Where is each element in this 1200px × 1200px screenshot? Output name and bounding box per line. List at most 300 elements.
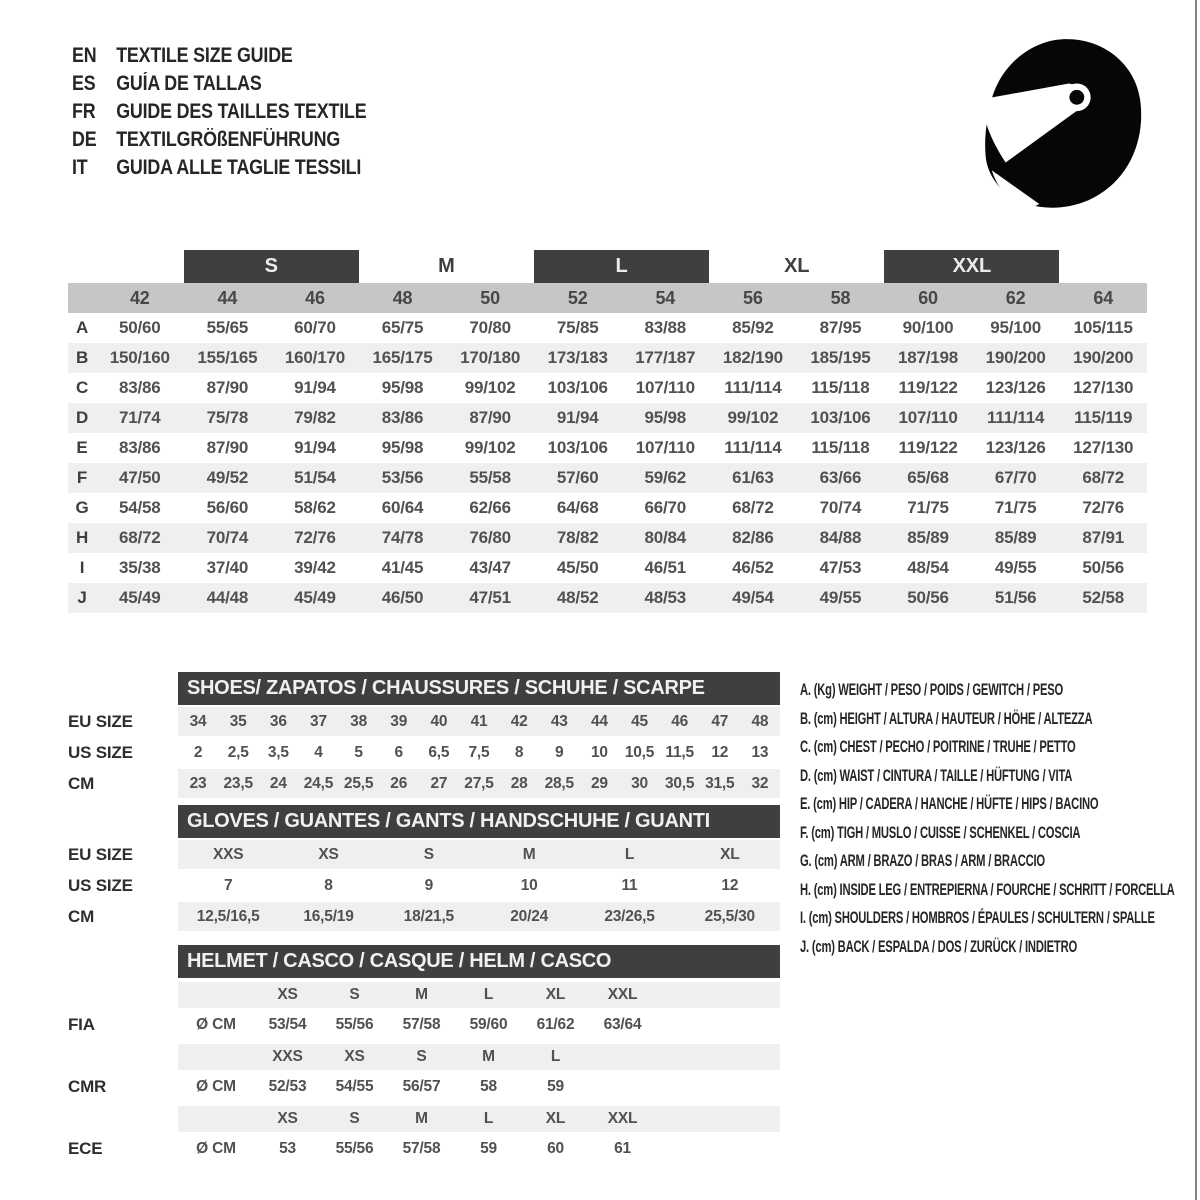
- size-value-cell: 53/56: [381, 468, 424, 487]
- size-value-cell: 59: [480, 1140, 497, 1157]
- size-value-cell: 76/80: [469, 528, 511, 547]
- size-value-cell: 103/106: [547, 378, 608, 397]
- table-row: [68, 840, 780, 869]
- size-value-cell: 53/54: [268, 1016, 307, 1033]
- size-value-cell: 115/118: [811, 438, 870, 457]
- size-group-xl: XL: [784, 255, 810, 277]
- size-value-cell: 190/200: [1073, 348, 1134, 367]
- language-code: FR: [72, 100, 96, 123]
- size-value-cell: 7: [223, 876, 233, 894]
- size-value-cell: 173/183: [547, 348, 608, 367]
- size-value-cell: 50/60: [119, 318, 161, 337]
- size-value-cell: 75/85: [556, 318, 599, 337]
- numeric-size-header: 46: [305, 287, 325, 308]
- language-code: IT: [72, 156, 88, 179]
- legend-unit: (cm): [808, 909, 832, 927]
- legend-unit: (cm): [813, 709, 837, 728]
- size-value-cell: 103/106: [810, 408, 871, 427]
- measurement-legend: [800, 676, 1175, 961]
- size-value-cell: 85/92: [732, 318, 774, 337]
- table-row: [68, 583, 1147, 613]
- helmet-size-header: XXL: [607, 1110, 638, 1127]
- gloves-table-body: [68, 840, 780, 931]
- numeric-size-header: 58: [830, 287, 851, 308]
- size-value-cell: 51/54: [294, 468, 336, 487]
- size-group-header-row: [68, 250, 1147, 283]
- size-value-cell: 67/70: [994, 468, 1037, 487]
- size-value-cell: 58/62: [294, 498, 336, 517]
- size-value-cell: XL: [720, 845, 740, 863]
- legend-unit: (cm): [813, 880, 837, 899]
- size-value-cell: 107/110: [635, 378, 695, 397]
- legend-unit: (cm): [813, 795, 836, 813]
- size-value-cell: 37: [310, 712, 327, 730]
- size-value-cell: 46/50: [381, 588, 424, 607]
- size-value-cell: 57/60: [556, 468, 599, 487]
- language-title: TEXTILE SIZE GUIDE: [116, 44, 293, 67]
- size-value-cell: 36: [269, 712, 287, 730]
- size-value-cell: 48/54: [907, 558, 949, 577]
- size-value-cell: 49/54: [732, 588, 774, 607]
- size-group-m: M: [438, 255, 455, 277]
- table-row: [68, 403, 1147, 433]
- size-value-cell: 55/58: [469, 468, 511, 487]
- numeric-size-header: 64: [1093, 287, 1114, 308]
- size-value-cell: 46: [671, 712, 689, 730]
- size-value-cell: 111/114: [986, 408, 1045, 427]
- measurement-row-label: I: [79, 558, 85, 577]
- size-value-cell: 30,5: [664, 774, 695, 792]
- row-label: US SIZE: [68, 742, 133, 762]
- size-value-cell: 59: [547, 1078, 564, 1095]
- size-value-cell: 29: [590, 774, 608, 792]
- size-value-cell: 56/57: [402, 1078, 441, 1095]
- legend-key: F.: [800, 823, 809, 842]
- size-value-cell: S: [423, 845, 434, 863]
- size-value-cell: 68/72: [1082, 468, 1124, 487]
- legend-text: ARM / BRAZO / BRAS / ARM / BRACCIO: [839, 852, 1045, 870]
- helmet-size-header: XL: [545, 1110, 566, 1127]
- measurement-row-label: E: [76, 438, 88, 457]
- size-value-cell: 177/187: [635, 348, 696, 367]
- size-value-cell: 61: [614, 1140, 631, 1157]
- size-value-cell: 45/49: [294, 588, 336, 607]
- row-cells: [178, 1134, 780, 1164]
- size-value-cell: 84/88: [819, 528, 862, 547]
- size-value-cell: 82/86: [732, 528, 774, 547]
- legend-item: [800, 762, 1175, 791]
- helmet-size-header: S: [349, 1110, 360, 1127]
- size-value-cell: 45/49: [119, 588, 161, 607]
- size-value-cell: 87/90: [206, 438, 249, 457]
- size-value-cell: 34: [189, 712, 207, 730]
- legend-unit: (cm): [811, 823, 835, 842]
- size-value-cell: 10: [520, 876, 538, 894]
- size-value-cell: 57/58: [402, 1140, 441, 1157]
- size-value-cell: 70/74: [206, 528, 249, 547]
- size-value-cell: 50/56: [907, 588, 949, 607]
- size-value-cell: 28,5: [544, 774, 574, 792]
- size-value-cell: 119/122: [898, 438, 958, 457]
- size-value-cell: 107/110: [898, 408, 958, 427]
- size-value-cell: 85/89: [907, 528, 949, 547]
- size-value-cell: 45/50: [556, 558, 599, 577]
- helmet-size-header: L: [483, 986, 494, 1003]
- table-row: [68, 553, 1147, 583]
- row-cells: [178, 1010, 780, 1040]
- numeric-size-header: 42: [129, 287, 150, 308]
- size-value-cell: 8: [324, 876, 333, 894]
- size-value-cell: 83/86: [381, 408, 424, 427]
- diameter-unit-label: Ø CM: [196, 1016, 236, 1033]
- language-title: GUÍA DE TALLAS: [116, 72, 262, 95]
- language-row: [72, 154, 366, 182]
- legend-key: E.: [800, 795, 811, 813]
- table-row: [68, 1134, 780, 1164]
- size-value-cell: 170/180: [460, 348, 521, 367]
- measurement-row-label: A: [75, 318, 89, 337]
- size-value-cell: 56/60: [206, 498, 249, 517]
- row-label: EU SIZE: [68, 711, 133, 731]
- size-value-cell: 111/114: [724, 438, 782, 457]
- size-value-cell: 111/114: [724, 378, 782, 397]
- numeric-size-header: 60: [918, 287, 938, 308]
- table-row: [68, 1010, 780, 1040]
- size-value-cell: 61/62: [536, 1016, 575, 1033]
- row-cells: [178, 840, 780, 869]
- numeric-size-header: 54: [655, 287, 676, 308]
- legend-key: C.: [800, 738, 811, 756]
- helmet-size-header: L: [550, 1048, 561, 1065]
- helmet-table-body: [68, 982, 780, 1164]
- size-value-cell: 47/51: [469, 588, 511, 607]
- size-value-cell: 6,5: [428, 743, 450, 761]
- size-value-cell: 48/53: [644, 588, 687, 607]
- size-value-cell: 23/26,5: [604, 907, 655, 925]
- legend-item: [800, 705, 1175, 734]
- size-value-cell: 11: [621, 876, 638, 894]
- legend-key: B.: [800, 709, 811, 728]
- row-cells: [178, 738, 780, 767]
- size-value-cell: 24: [269, 774, 287, 792]
- row-cells: [178, 1072, 780, 1102]
- size-value-cell: 44: [590, 712, 608, 730]
- table-row: [68, 343, 1147, 373]
- table-row: [68, 523, 1147, 553]
- size-value-cell: 68/72: [119, 528, 161, 547]
- legend-key: D.: [800, 766, 811, 785]
- row-cells: [178, 1044, 780, 1070]
- row-cells: [178, 871, 780, 900]
- row-label: US SIZE: [68, 875, 133, 895]
- size-value-cell: XS: [318, 845, 339, 863]
- helmet-size-header: L: [483, 1110, 494, 1127]
- language-title-list: [72, 42, 418, 182]
- helmet-size-header: XS: [344, 1048, 365, 1065]
- size-value-cell: 41/45: [381, 558, 424, 577]
- legend-item: [800, 904, 1175, 933]
- size-value-cell: 155/165: [197, 348, 258, 367]
- size-value-cell: 50/56: [1082, 558, 1124, 577]
- helmet-size-header: XL: [545, 986, 566, 1003]
- size-value-cell: 127/130: [1073, 378, 1134, 397]
- size-value-cell: 90/100: [902, 318, 954, 337]
- row-cells: [178, 902, 780, 931]
- size-value-cell: 91/94: [556, 408, 599, 427]
- diameter-unit-label: Ø CM: [196, 1078, 236, 1095]
- numeric-size-header: 52: [567, 287, 588, 308]
- size-value-cell: 30: [631, 774, 648, 792]
- row-label: CM: [68, 906, 95, 926]
- size-value-cell: 4: [314, 743, 323, 761]
- size-value-cell: 26: [390, 774, 408, 792]
- legend-key: I.: [800, 909, 806, 927]
- legend-text: CHEST / PECHO / POITRINE / TRUHE / PETTO: [839, 738, 1076, 756]
- helmet-size-header: XS: [277, 1110, 298, 1127]
- size-value-cell: 27: [430, 774, 448, 792]
- row-label: EU SIZE: [68, 844, 133, 864]
- size-value-cell: 57/58: [402, 1016, 441, 1033]
- size-value-cell: 91/94: [294, 438, 336, 457]
- table-row: [68, 707, 780, 736]
- size-value-cell: 83/86: [119, 378, 161, 397]
- size-value-cell: 27,5: [464, 774, 494, 792]
- size-value-cell: 59/62: [644, 468, 687, 487]
- legend-key: A.: [800, 681, 811, 699]
- size-value-cell: 28: [510, 774, 528, 792]
- size-value-cell: 12: [721, 876, 739, 894]
- size-value-cell: 23: [189, 774, 207, 792]
- size-value-cell: M: [522, 845, 536, 863]
- legend-unit: (cm): [813, 738, 837, 756]
- size-value-cell: 103/106: [547, 438, 608, 457]
- helmet-size-header: XXL: [607, 986, 638, 1003]
- size-value-cell: L: [624, 845, 635, 863]
- size-value-cell: 48/52: [556, 588, 599, 607]
- helmet-size-header: M: [482, 1048, 495, 1065]
- size-value-cell: 87/91: [1082, 528, 1124, 547]
- legend-item: [800, 876, 1175, 905]
- table-row: [68, 1106, 780, 1132]
- measurement-row-label: G: [75, 498, 89, 517]
- measurement-row-label: H: [75, 528, 89, 547]
- size-value-cell: 5: [354, 743, 363, 761]
- size-value-cell: 18/21,5: [403, 907, 454, 925]
- size-value-cell: 62/66: [469, 498, 511, 517]
- table-row: [68, 313, 1147, 343]
- size-value-cell: 9: [555, 743, 564, 761]
- size-value-cell: 41: [470, 712, 488, 730]
- size-value-cell: 52/58: [1082, 588, 1124, 607]
- row-label-spacer: [68, 1044, 178, 1070]
- legend-key: J.: [800, 937, 809, 956]
- apparel-size-table: [68, 250, 1147, 613]
- size-value-cell: 99/102: [464, 438, 516, 457]
- legend-text: HIP / CADERA / HANCHE / HÜFTE / HIPS / BACINO: [838, 795, 1099, 813]
- page-edge-line: [1195, 0, 1197, 1200]
- size-value-cell: 55/56: [335, 1016, 374, 1033]
- size-value-cell: 46/51: [644, 558, 687, 577]
- size-value-cell: 91/94: [294, 378, 336, 397]
- helmet-size-header: M: [415, 1110, 428, 1127]
- size-value-cell: 6: [394, 743, 403, 761]
- size-value-cell: 24,5: [303, 774, 334, 792]
- size-value-cell: XXS: [212, 845, 244, 863]
- row-cells: [178, 982, 780, 1008]
- size-value-cell: 53: [279, 1140, 296, 1157]
- gloves-table-title: GLOVES / GUANTES / GANTS / HANDSCHUHE / GUANTI: [178, 805, 780, 838]
- size-value-cell: 35: [229, 712, 247, 730]
- size-value-cell: 127/130: [1073, 438, 1134, 457]
- size-value-cell: 11,5: [665, 743, 694, 761]
- legend-unit: (cm): [813, 766, 837, 785]
- size-value-cell: 54/58: [119, 498, 161, 517]
- table-row: [68, 1072, 780, 1102]
- row-label: CM: [68, 773, 95, 793]
- table-row: [68, 1044, 780, 1070]
- language-row: [72, 42, 366, 70]
- size-value-cell: 74/78: [381, 528, 424, 547]
- size-value-cell: 160/170: [284, 348, 345, 367]
- legend-item: [800, 847, 1175, 876]
- size-value-cell: 115/119: [1074, 408, 1133, 427]
- size-value-cell: 87/90: [206, 378, 249, 397]
- legend-text: SHOULDERS / HOMBROS / ÉPAULES / SCHULTERN / SPALLE: [834, 909, 1155, 927]
- size-value-cell: 25,5: [343, 774, 374, 792]
- legend-unit: (cm): [814, 852, 838, 870]
- size-value-cell: 12,5/16,5: [196, 907, 260, 925]
- measurement-row-label: F: [76, 468, 88, 487]
- size-value-cell: 7,5: [468, 743, 490, 761]
- size-value-cell: 63/66: [819, 468, 862, 487]
- legend-unit: (Kg): [813, 681, 836, 699]
- legend-unit: (cm): [811, 937, 835, 956]
- table-row: [68, 463, 1147, 493]
- legend-text: BACK / ESPALDA / DOS / ZURÜCK / INDIETRO: [837, 937, 1077, 956]
- size-value-cell: 60: [547, 1140, 564, 1157]
- size-value-cell: 10: [590, 743, 608, 761]
- table-row: [68, 871, 780, 900]
- table-row: [68, 902, 780, 931]
- size-value-cell: 63/64: [603, 1016, 642, 1033]
- table-row: [68, 493, 1147, 523]
- size-value-cell: 165/175: [372, 348, 433, 367]
- language-code: ES: [72, 72, 96, 95]
- size-value-cell: 95/100: [990, 318, 1042, 337]
- legend-text: HEIGHT / ALTURA / HAUTEUR / HÖHE / ALTEZZA: [839, 709, 1093, 728]
- size-value-cell: 72/76: [1082, 498, 1124, 517]
- legend-text: WEIGHT / PESO / POIDS / GEWITCH / PESO: [838, 681, 1064, 699]
- size-value-cell: 71/75: [907, 498, 949, 517]
- size-value-cell: 83/88: [644, 318, 687, 337]
- size-value-cell: 16,5/19: [303, 907, 354, 925]
- language-title: GUIDE DES TAILLES TEXTILE: [116, 100, 367, 123]
- size-value-cell: 25,5/30: [704, 907, 755, 925]
- size-value-cell: 107/110: [635, 438, 695, 457]
- size-value-cell: 43: [550, 712, 568, 730]
- legend-item: [800, 676, 1175, 705]
- size-value-cell: 38: [350, 712, 368, 730]
- racing-helmet-icon: [978, 34, 1146, 212]
- size-group-l: L: [534, 250, 709, 283]
- size-value-cell: 40: [430, 712, 448, 730]
- size-value-cell: 8: [514, 743, 524, 761]
- size-value-cell: 64/68: [556, 498, 599, 517]
- size-value-cell: 2: [193, 743, 203, 761]
- size-value-cell: 10,5: [624, 743, 655, 761]
- size-value-cell: 44/48: [206, 588, 249, 607]
- row-cells: [178, 1106, 780, 1132]
- size-value-cell: 20/24: [510, 907, 549, 925]
- size-value-cell: 12: [711, 743, 729, 761]
- size-value-cell: 55/56: [335, 1140, 374, 1157]
- diameter-unit-label: Ø CM: [196, 1140, 236, 1157]
- shoes-table-title: SHOES/ ZAPATOS / CHAUSSURES / SCHUHE / SCARPE: [178, 672, 780, 705]
- size-value-cell: 150/160: [109, 348, 170, 367]
- size-value-cell: 80/84: [644, 528, 687, 547]
- legend-text: WAIST / CINTURA / TAILLE / HÜFTUNG / VITA: [839, 766, 1073, 785]
- helmet-size-header: S: [349, 986, 360, 1003]
- size-value-cell: 51/56: [994, 588, 1037, 607]
- size-value-cell: 70/74: [819, 498, 862, 517]
- size-value-cell: 71/75: [994, 498, 1037, 517]
- size-value-cell: 43/47: [469, 558, 511, 577]
- row-cells: [178, 707, 780, 736]
- size-value-cell: 37/40: [206, 558, 249, 577]
- size-value-cell: 65/75: [381, 318, 424, 337]
- size-value-cell: 66/70: [644, 498, 687, 517]
- size-value-cell: 78/82: [556, 528, 599, 547]
- size-group-s: S: [184, 250, 359, 283]
- table-row: [68, 738, 780, 767]
- legend-item: [800, 819, 1175, 848]
- lower-tables: [68, 672, 780, 1164]
- language-code: DE: [72, 128, 97, 151]
- language-code: EN: [72, 44, 97, 67]
- size-value-cell: 2,5: [227, 743, 249, 761]
- legend-key: H.: [800, 880, 811, 899]
- numeric-size-header: 48: [392, 287, 413, 308]
- size-value-cell: 47: [711, 712, 729, 730]
- language-row: [72, 98, 366, 126]
- size-value-cell: 123/126: [985, 378, 1046, 397]
- legend-text: INSIDE LEG / ENTREPIERNA / FOURCHE / SCHRITT / FORCELLA: [839, 880, 1175, 899]
- size-value-cell: 190/200: [985, 348, 1046, 367]
- size-value-cell: 187/198: [898, 348, 959, 367]
- helmet-table-title: HELMET / CASCO / CASQUE / HELM / CASCO: [178, 945, 780, 978]
- size-value-cell: 59/60: [469, 1016, 508, 1033]
- size-value-cell: 61/63: [732, 468, 774, 487]
- table-row: [68, 982, 780, 1008]
- numeric-size-header: 62: [1005, 287, 1026, 308]
- size-value-cell: 95/98: [381, 438, 424, 457]
- size-value-cell: 32: [751, 774, 769, 792]
- helmet-size-header: XXS: [272, 1048, 303, 1065]
- helmet-size-header: S: [416, 1048, 427, 1065]
- size-value-cell: 87/95: [819, 318, 862, 337]
- size-value-cell: 49/55: [819, 588, 862, 607]
- measurement-row-label: B: [75, 348, 89, 367]
- size-value-cell: 185/195: [810, 348, 871, 367]
- table-row: [68, 433, 1147, 463]
- numeric-size-header-row: [68, 283, 1147, 313]
- size-value-cell: 115/118: [811, 378, 870, 397]
- size-value-cell: 39: [390, 712, 408, 730]
- size-group-xxl: XXL: [884, 250, 1059, 283]
- size-value-cell: 46/52: [732, 558, 774, 577]
- language-title: TEXTILGRÖßENFÜHRUNG: [116, 128, 341, 151]
- size-value-cell: 60/64: [381, 498, 424, 517]
